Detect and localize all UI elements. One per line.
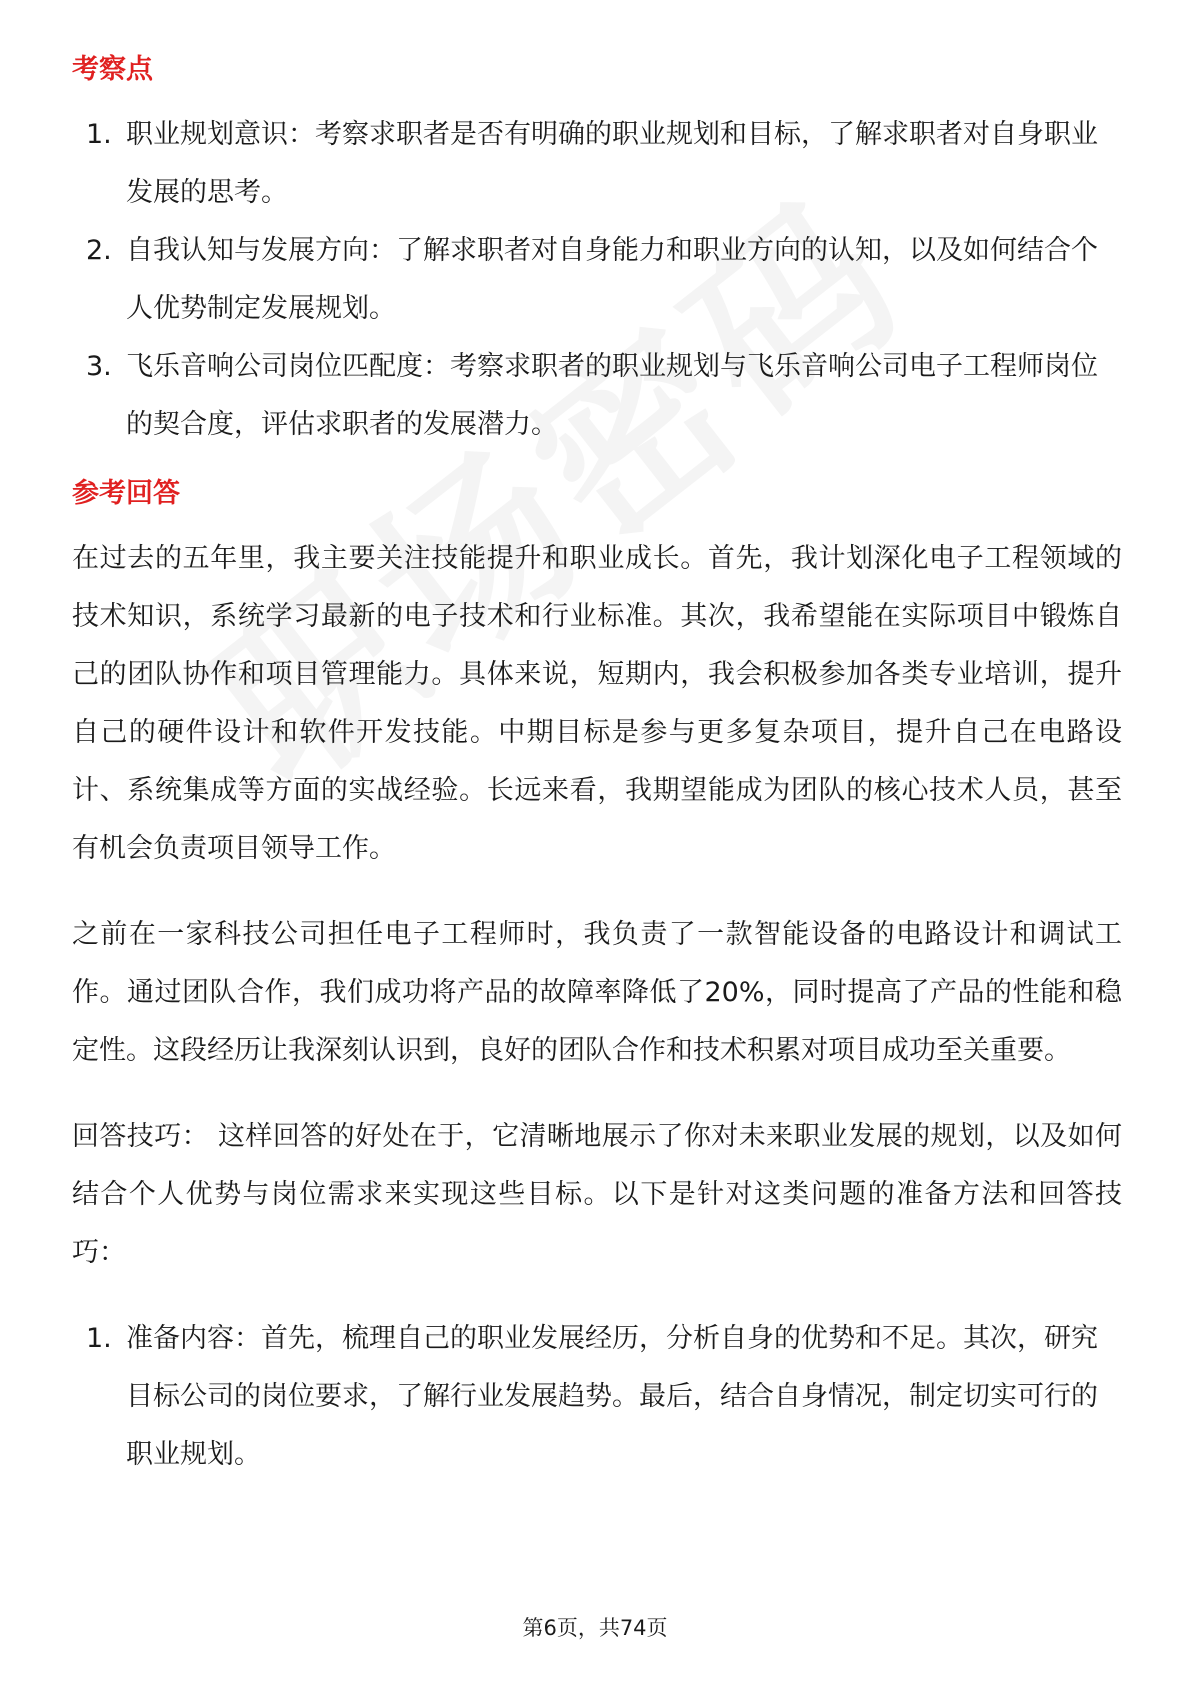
- experience-paragraph: 之前在一家科技公司担任电子工程师时，我负责了一款智能设备的电路设计和调试工作。通过团队合作，我们成功将产品的故障率降低了20%，同时提高了产品的性能和稳定性。这段经历让我深刻认识到，良好的团队合作和技术积累对项目成功至关重要。: [72, 919, 1122, 1066]
- list-number: 3.: [86, 351, 112, 382]
- list-number: 1.: [86, 1323, 112, 1354]
- list-item-text: 自我认知与发展方向：了解求职者对自身能力和职业方向的认知，以及如何结合个人优势制定发展规划。: [126, 235, 1098, 324]
- list-item: [72, 106, 1122, 222]
- list-item: [72, 338, 1122, 454]
- list-item-text: 职业规划意识：考察求职者是否有明确的职业规划和目标，了解求职者对自身职业发展的思考。: [126, 119, 1098, 208]
- answer-paragraph: 在过去的五年里，我主要关注技能提升和职业成长。首先，我计划深化电子工程领域的技术知识，系统学习最新的电子技术和行业标准。其次，我希望能在实际项目中锻炼自己的团队协作和项目管理能力。具体来说，短期内，我会积极参加各类专业培训，提升自己的硬件设计和软件开发技能。中期目标是参与更多复杂项目，提升自己在电路设计、系统集成等方面的实战经验。长远来看，我期望能成为团队的核心技术人员，甚至有机会负责项目领导工作。: [72, 543, 1122, 864]
- reference-answer-heading: 参考回答: [72, 478, 180, 509]
- list-number: 1.: [86, 119, 112, 150]
- exam-points-list: [72, 106, 1122, 454]
- list-item: [72, 1310, 1122, 1484]
- tips-list: [72, 1310, 1122, 1484]
- exam-points-heading: 考察点: [72, 54, 153, 85]
- list-item: [72, 222, 1122, 338]
- list-item-text: 准备内容：首先，梳理自己的职业发展经历，分析自身的优势和不足。其次，研究目标公司的岗位要求，了解行业发展趋势。最后，结合自身情况，制定切实可行的职业规划。: [126, 1323, 1098, 1470]
- page-number-footer: 第6页，共74页: [522, 1616, 668, 1640]
- page-content: [72, 48, 1122, 1484]
- tips-intro-paragraph: 回答技巧： 这样回答的好处在于，它清晰地展示了你对未来职业发展的规划，以及如何结合个人优势与岗位需求来实现这些目标。以下是针对这类问题的准备方法和回答技巧：: [72, 1121, 1122, 1268]
- list-number: 2.: [86, 235, 112, 266]
- list-item-text: 飞乐音响公司岗位匹配度：考察求职者的职业规划与飞乐音响公司电子工程师岗位的契合度，评估求职者的发展潜力。: [126, 351, 1098, 440]
